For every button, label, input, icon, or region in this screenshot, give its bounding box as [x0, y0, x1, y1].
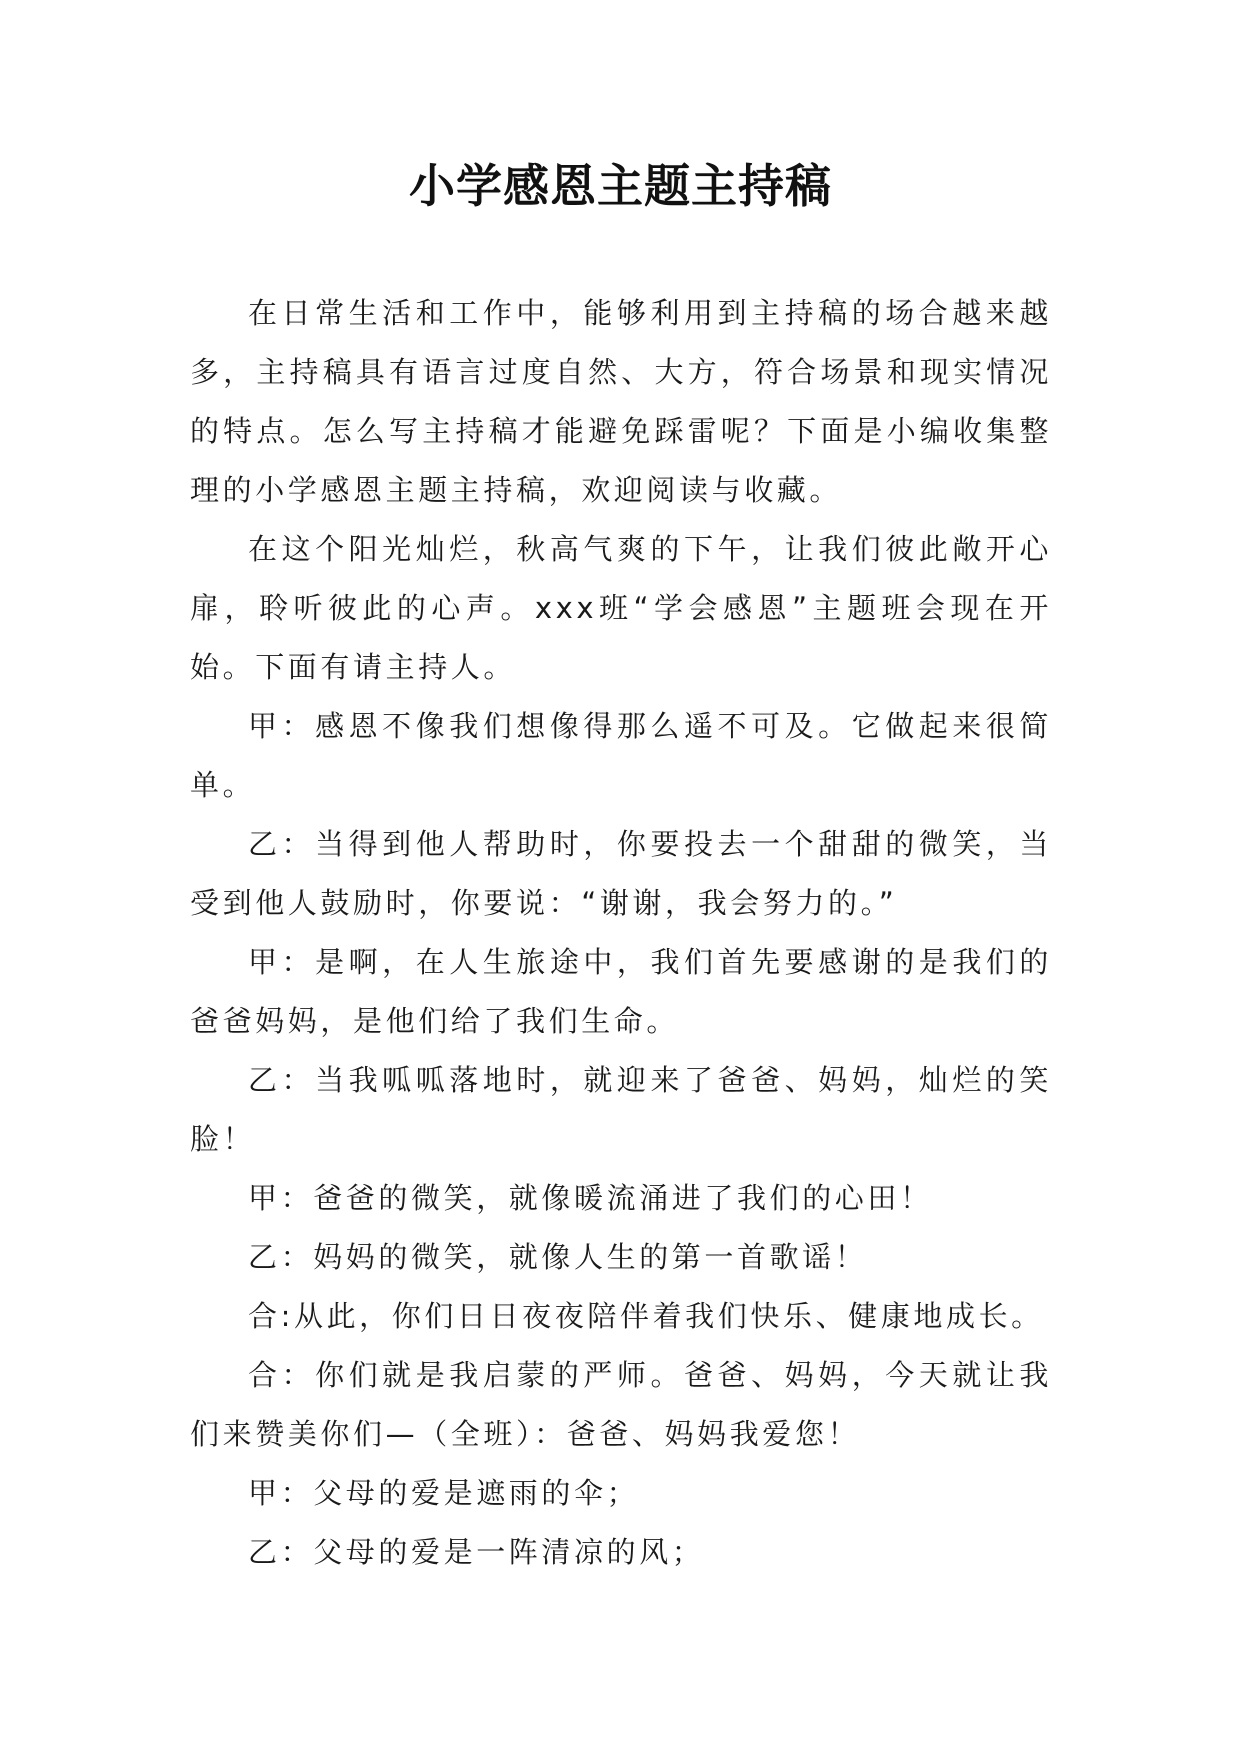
paragraph-line: 合：你们就是我启蒙的严师。爸爸、妈妈，今天就让我们来赞美你们—（全班）：爸爸、妈妈我爱您！	[190, 1358, 1052, 1451]
paragraph-line: 乙：父母的爱是一阵清凉的风；	[248, 1535, 705, 1569]
paragraph-line: 乙：妈妈的微笑，就像人生的第一首歌谣！	[248, 1240, 868, 1274]
paragraph-line: 乙：当得到他人帮助时，你要投去一个甜甜的微笑，当受到他人鼓励时，你要说：“谢谢，我会努力的。”	[190, 827, 1052, 920]
paragraph-line: 乙：当我呱呱落地时，就迎来了爸爸、妈妈，灿烂的笑脸！	[190, 1063, 1052, 1156]
paragraph-line: 甲：感恩不像我们想像得那么遥不可及。它做起来很简单。	[190, 709, 1052, 802]
paragraph-line: 甲：是啊，在人生旅途中，我们首先要感谢的是我们的爸爸妈妈，是他们给了我们生命。	[190, 945, 1052, 1038]
document-body	[190, 284, 1052, 1582]
paragraph-line: 合:从此，你们日日夜夜陪伴着我们快乐、健康地成长。	[248, 1299, 1044, 1333]
paragraph-line: 甲：爸爸的微笑，就像暖流涌进了我们的心田！	[248, 1181, 933, 1215]
paragraph-opening: 在这个阳光灿烂，秋高气爽的下午，让我们彼此敞开心扉，聆听彼此的心声。xxx班“学会感恩”主题班会现在开始。下面有请主持人。	[190, 532, 1052, 684]
paragraph-intro: 在日常生活和工作中，能够利用到主持稿的场合越来越多，主持稿具有语言过度自然、大方，符合场景和现实情况的特点。怎么写主持稿才能避免踩雷呢？下面是小编收集整理的小学感恩主题主持稿，欢迎阅读与收藏。	[190, 296, 1052, 507]
paragraph-line: 甲：父母的爱是遮雨的伞；	[248, 1476, 640, 1510]
document-title: 小学感恩主题主持稿	[409, 159, 832, 213]
